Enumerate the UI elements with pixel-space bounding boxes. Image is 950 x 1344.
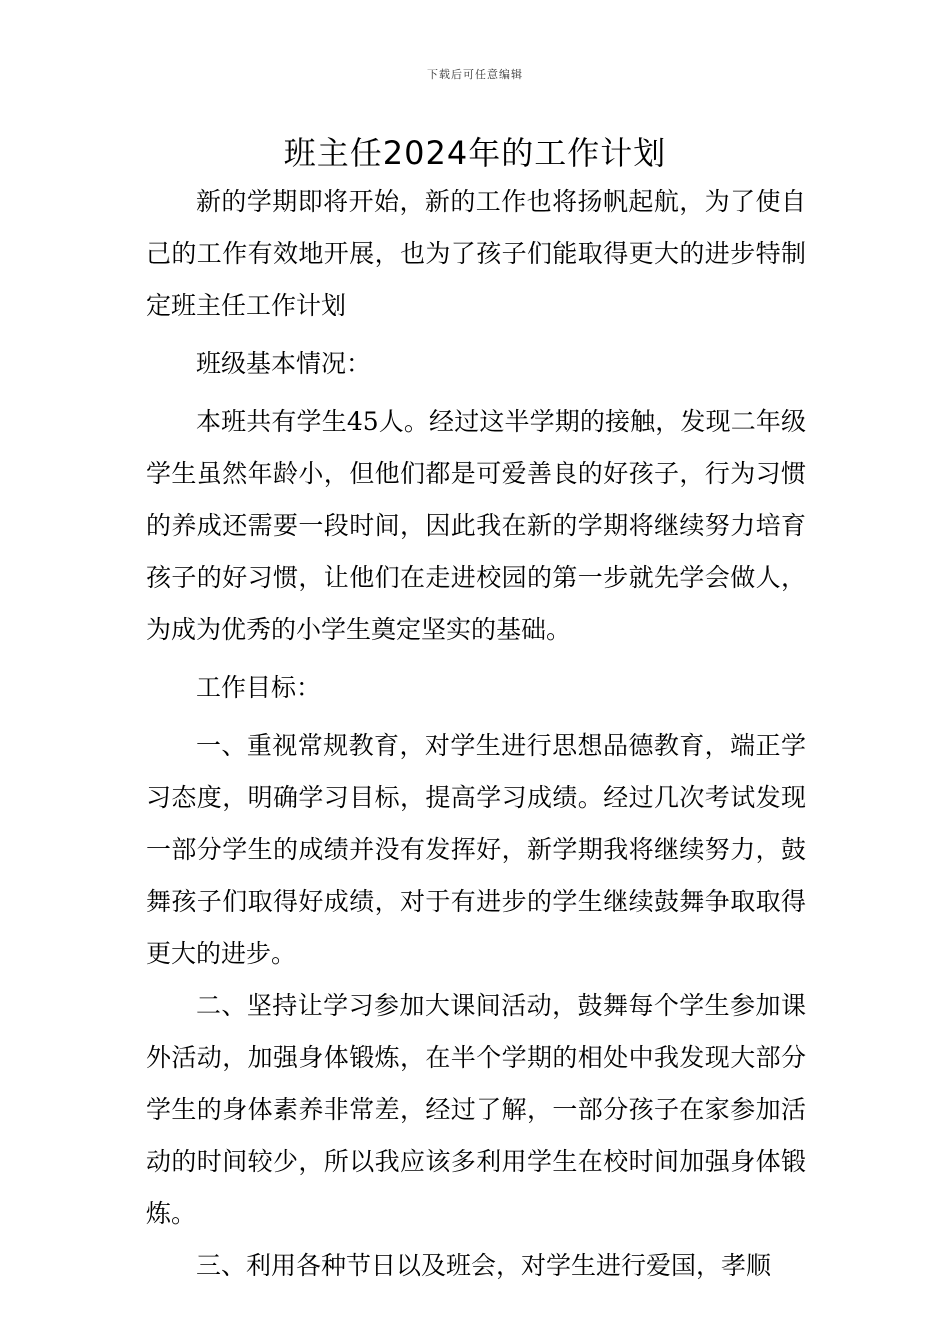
goal-paragraph-1: 一、重视常规教育，对学生进行思想品德教育，端正学习态度，明确学习目标，提高学习成绩。经过几次考试发现一部分学生的成绩并没有发挥好，新学期我将继续努力，鼓舞孩子们取得好成绩，对于有进步的学生继续鼓舞争取取得更大的进步。: [146, 731, 806, 968]
section-heading-work-goals: 工作目标：: [196, 673, 322, 702]
document-title: 班主任2024年的工作计划: [283, 134, 667, 172]
document-body: [146, 176, 806, 1292]
header-note: 下载后可任意编辑: [427, 68, 523, 81]
intro-paragraph: 新的学期即将开始，新的工作也将扬帆起航，为了使自己的工作有效地开展，也为了孩子们能取得更大的进步特制定班主任工作计划: [146, 187, 806, 320]
goal-paragraph-3: 三、利用各种节日以及班会，对学生进行爱国，孝顺: [196, 1251, 772, 1280]
section-heading-class-situation: 班级基本情况：: [196, 349, 372, 378]
goal-paragraph-2: 二、坚持让学习参加大课间活动，鼓舞每个学生参加课外活动，加强身体锻炼，在半个学期的相处中我发现大部分学生的身体素养非常差，经过了解，一部分孩子在家参加活动的时间较少，所以我应该多利用学生在校时间加强身体锻炼。: [146, 991, 806, 1228]
class-situation-paragraph: 本班共有学生45人。经过这半学期的接触，发现二年级学生虽然年龄小，但他们都是可爱善良的好孩子，行为习惯的养成还需要一段时间，因此我在新的学期将继续努力培育孩子的好习惯，让他们在走进校园的第一步就先学会做人，为成为优秀的小学生奠定坚实的基础。: [146, 407, 806, 644]
